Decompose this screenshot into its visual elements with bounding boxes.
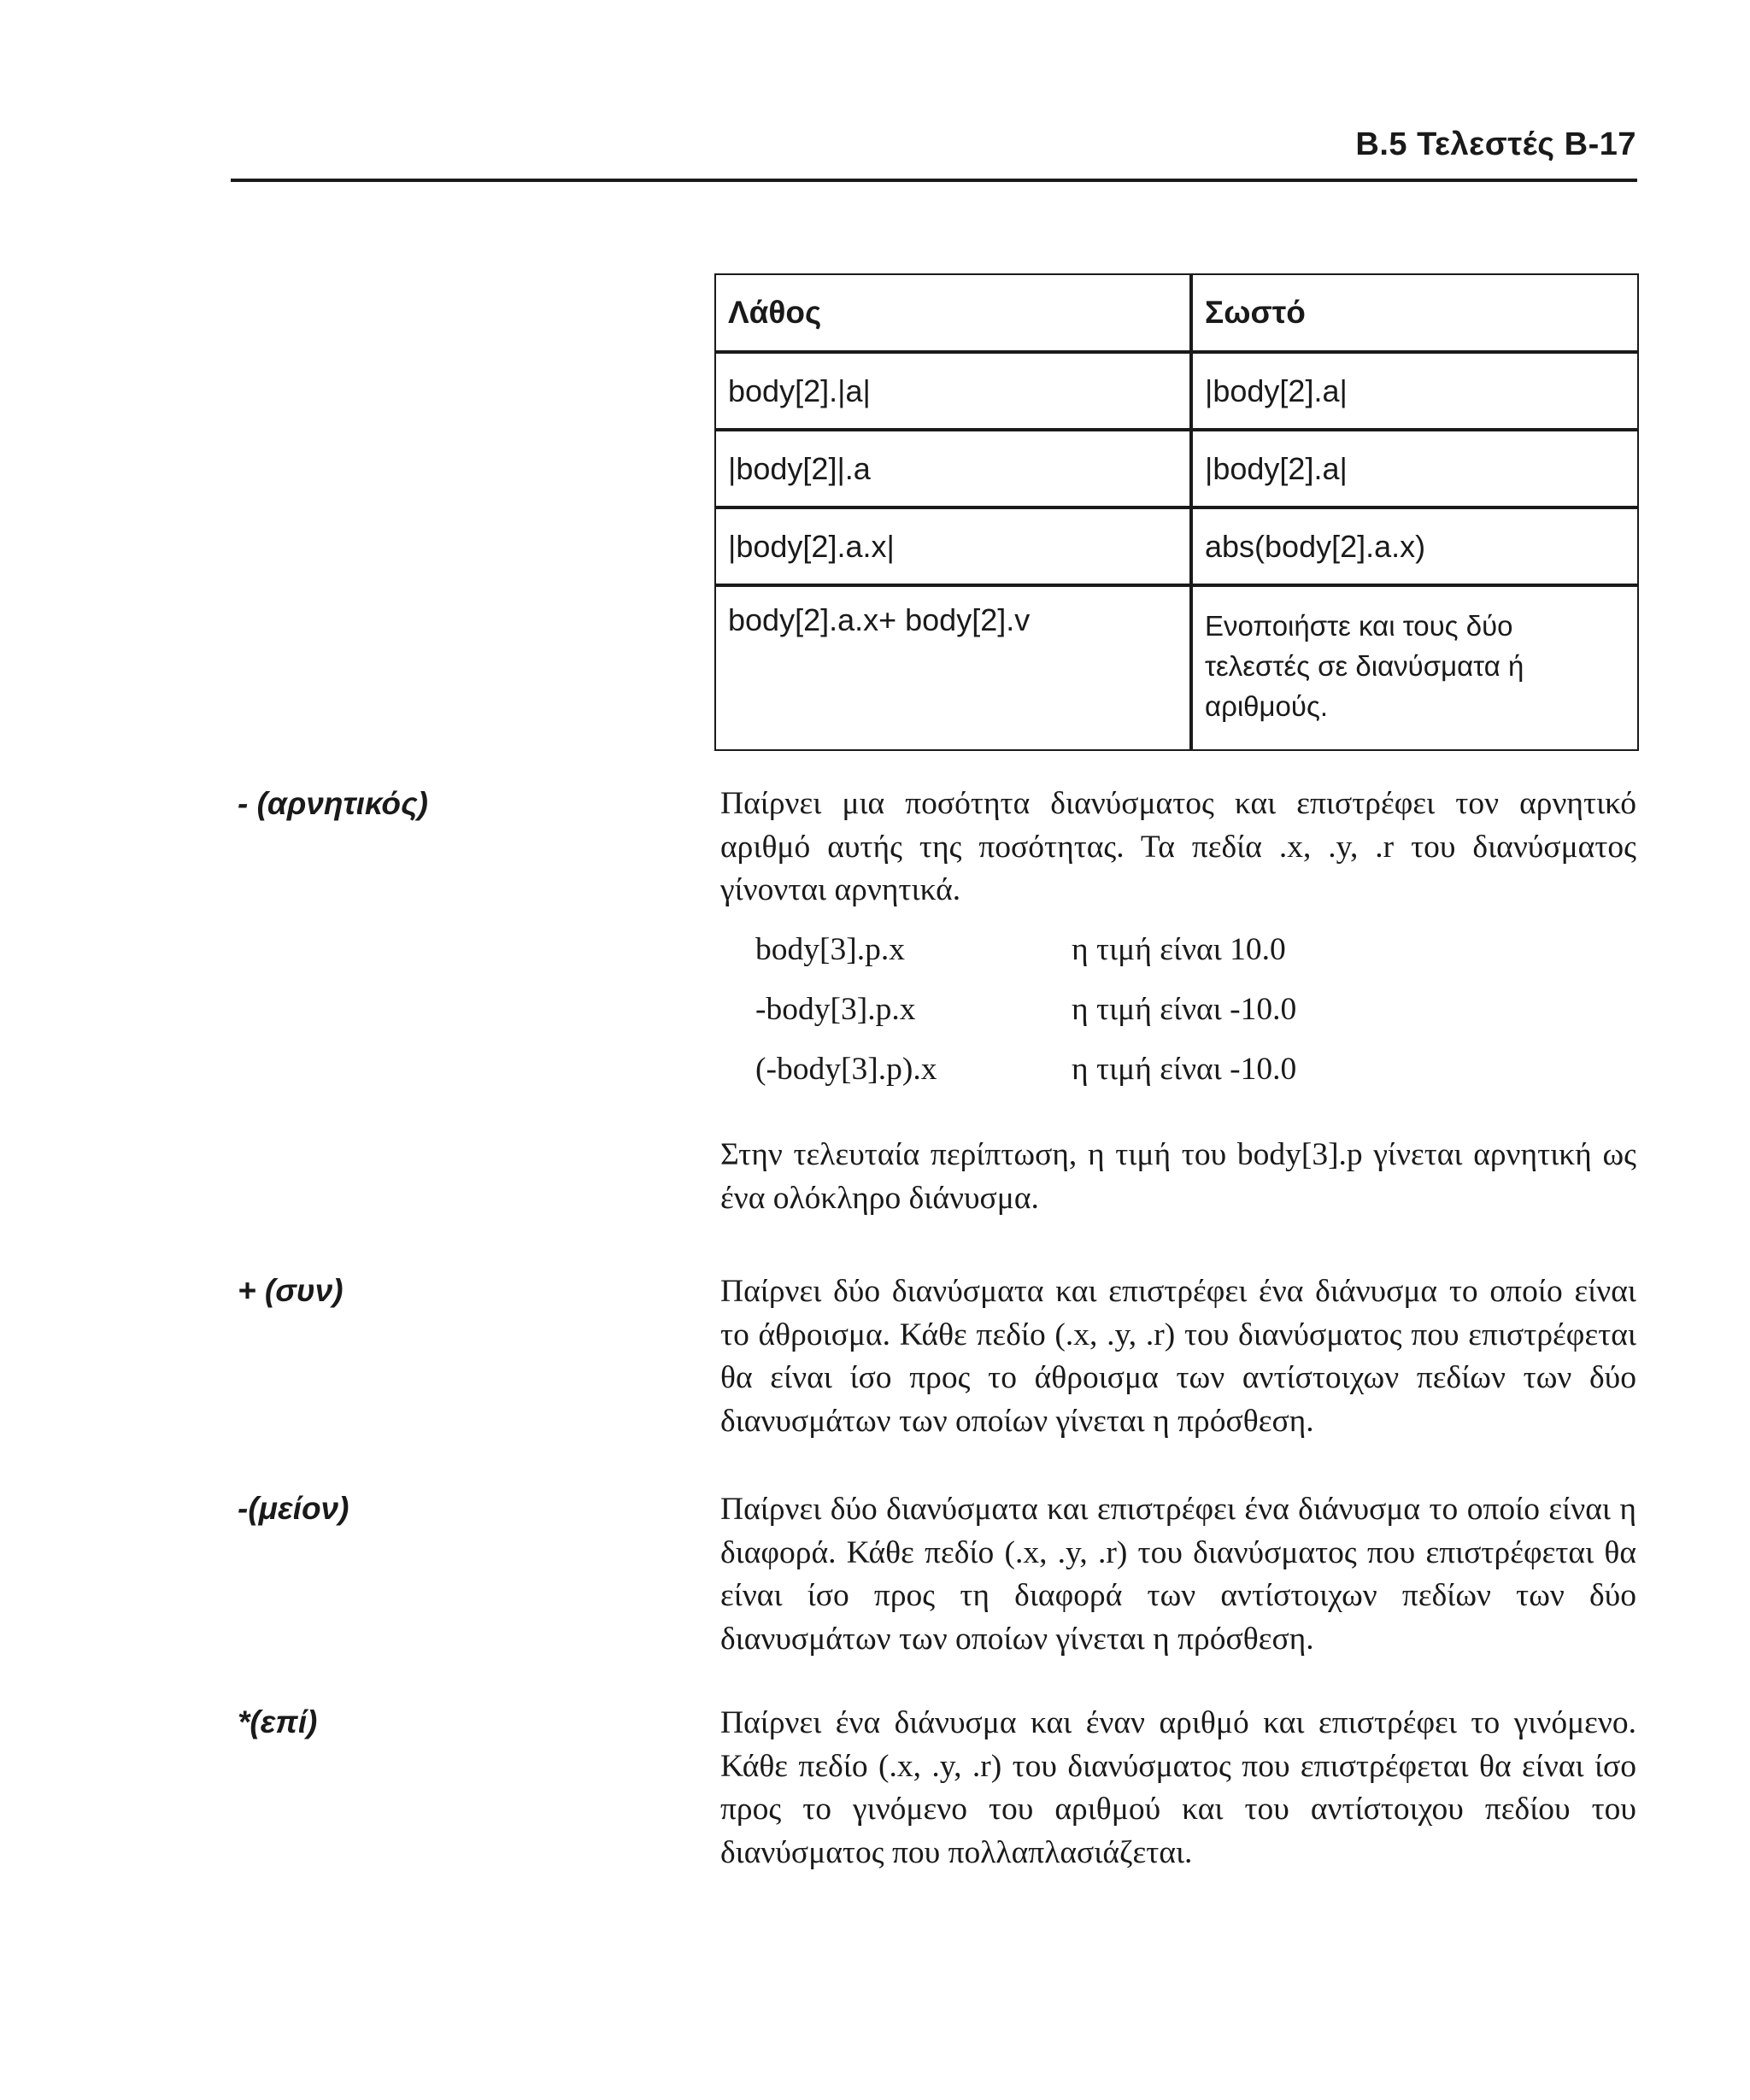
term-negative: - (αρνητικός)	[238, 786, 428, 821]
table-row	[715, 352, 1638, 430]
table-cell-wrong: body[2].|a|	[715, 352, 1191, 430]
table-row	[715, 430, 1638, 507]
example-code: body[3].p.x	[755, 932, 905, 967]
page-header-title: B.5 Τελεστές B-17	[1355, 126, 1636, 162]
table-cell-correct: |body[2].a|	[1191, 430, 1638, 507]
desc-plus: Παίρνει δύο διανύσματα και επιστρέφει ένα διάνυσμα το οποίο είναι το άθροισμα. Κάθε πεδίο (.x, .y, .r) του διανύσματος που επιστρέφεται θα είναι ίσο προς το άθροισμα των αντίστοιχων πεδίων των δύο διανυσμάτων των οποίων γίνεται η πρόσθεση.	[720, 1274, 1636, 1439]
comparison-table	[714, 273, 1639, 751]
term-minus: -(μείον)	[238, 1491, 349, 1526]
example-code: -body[3].p.x	[755, 992, 916, 1027]
column-header-correct: Σωστό	[1191, 274, 1638, 352]
term-plus: + (συν)	[238, 1273, 344, 1308]
example-value: η τιμή είναι 10.0	[1072, 932, 1286, 967]
note-negative: Στην τελευταία περίπτωση, η τιμή του body[3].p γίνεται αρνητική ως ένα ολόκληρο διάνυσμα.	[720, 1137, 1636, 1216]
table-cell-wrong: body[2].a.x+ body[2].v	[715, 585, 1191, 750]
table-cell-wrong: |body[2]|.a	[715, 430, 1191, 507]
table-cell-correct: Ενοποιήστε και τους δύο τελεστές σε διανύσματα ή αριθμούς.	[1205, 610, 1524, 722]
table-row	[715, 585, 1638, 750]
table-header-row	[715, 274, 1638, 352]
desc-negative: Παίρνει μια ποσότητα διανύσματος και επιστρέφει τον αρνητικό αριθμό αυτής της ποσότητας. Τα πεδία .x, .y, .r του διανύσματος γίνονται αρνητικά.	[720, 786, 1636, 907]
example-value: η τιμή είναι -10.0	[1072, 1052, 1297, 1087]
header-rule	[231, 179, 1637, 182]
table-row	[715, 507, 1638, 585]
example-code: (-body[3].p).x	[755, 1052, 937, 1087]
table-cell-wrong: |body[2].a.x|	[715, 507, 1191, 585]
table-cell-correct: |body[2].a|	[1191, 352, 1638, 430]
term-times: *(επί)	[238, 1704, 318, 1739]
desc-minus: Παίρνει δύο διανύσματα και επιστρέφει ένα διάνυσμα το οποίο είναι η διαφορά. Κάθε πεδίο (.x, .y, .r) του διανύσματος που επιστρέφεται θα είναι ίσο προς τη διαφορά των αντίστοιχων πεδίων των δύο διανυσμάτων των οποίων γίνεται η πρόσθεση.	[720, 1492, 1636, 1657]
column-header-wrong: Λάθος	[715, 274, 1191, 352]
example-value: η τιμή είναι -10.0	[1072, 992, 1297, 1027]
table-cell-correct: abs(body[2].a.x)	[1191, 507, 1638, 585]
desc-times: Παίρνει ένα διάνυσμα και έναν αριθμό και επιστρέφει το γινόμενο. Κάθε πεδίο (.x, .y, .r) του διανύσματος που επιστρέφεται θα είναι ίσο προς το γινόμενο του αριθμού και του αντίστοιχου πεδίου του διανύσματος που πολλαπλασιάζεται.	[720, 1705, 1636, 1870]
